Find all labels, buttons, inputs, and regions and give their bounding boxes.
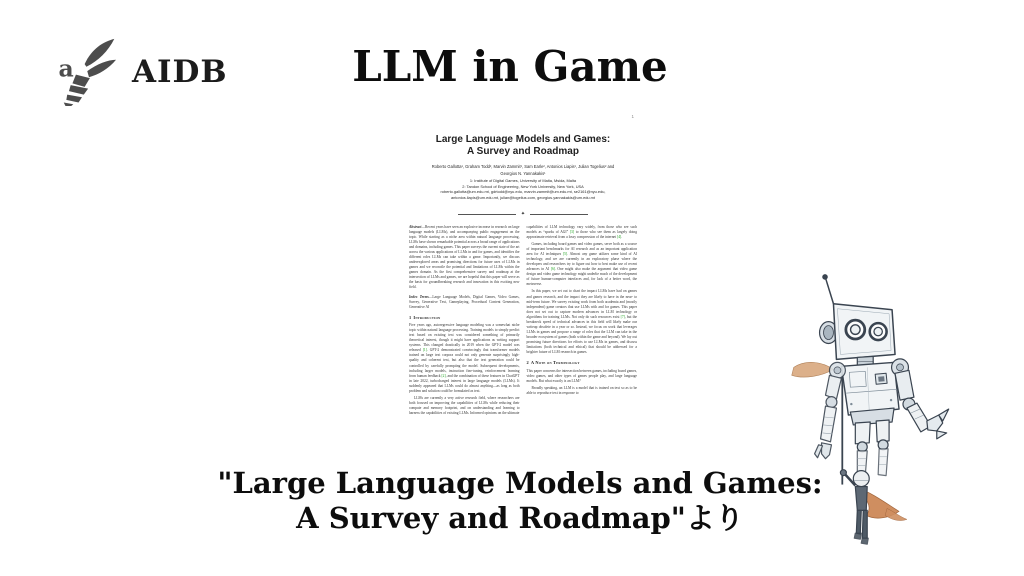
staff-pole xyxy=(841,369,843,484)
divider-line-right xyxy=(530,214,588,215)
logo-text: AIDB xyxy=(132,54,228,90)
paper-authors xyxy=(400,164,646,176)
intro-paragraph-2: LLMs are currently a very active research field, where researchers are both focused on improving the capabilities of LLMs while reducing their compute and memory footprint, and on understanding and learning to harness the capabilities of existing LLMs. Informed opinions on the ultimate xyxy=(409,395,520,415)
paper-title-line2: A Survey and Roadmap xyxy=(467,146,579,158)
caption-line1: "Large Language Models and Games: xyxy=(217,466,823,500)
paper-affiliations xyxy=(400,178,646,201)
caption xyxy=(212,466,828,537)
col2-paragraph-1: capabilities of LLM technology vary widely, from those who see such models as “sparks of AGI” [3] to those who see them as largely doing approximate retrieval from a lossy compression of the internet [4]. xyxy=(526,225,637,240)
svg-text:a: a xyxy=(58,54,74,83)
paper-body xyxy=(400,225,646,418)
divider-diamond-icon: ✦ xyxy=(520,211,526,218)
paper-column-right xyxy=(527,225,638,418)
paper-title-line1: Large Language Models and Games: xyxy=(435,134,611,145)
paper-page-number: 1 xyxy=(631,114,634,119)
slide-title: LLM in Game xyxy=(352,42,668,91)
section-2-heading: 2 A Note on Terminology xyxy=(526,359,580,365)
affiliation-1: 1: Institute of Digital Games, University of Malta, Msida, Malta xyxy=(469,177,577,183)
col2-paragraph-3: In this paper, we set out to chart the impact LLMs have had on games and games research, and the impact they are likely to have in the near- to mid-term future. We survey existing work from both academia and (mostly independent) game creators that use LLMs with and for games. This paper does not set out to capture modern advances in LLM technology or algorithms for training LLMs. Not only do such resources exist [7], but the breakneck speed of technical advances in this field will likely make our writeup obsolete in a year or so. Instead, we focus on work that leverages LLMs in games and propose a range of roles that the LLM can take in the broader ecosystem of games (both within the game and beyond). We lay out promising future directions for efforts to use LLMs in games, and discuss limitations (both technical and ethical) that should be addressed for a brighter future of LLM research in games. xyxy=(526,289,637,354)
authors-line2: Georgios N. Yannakakis¹ xyxy=(500,170,546,176)
section-1-heading: 1 Introduction xyxy=(409,314,441,320)
abstract-label: Abstract xyxy=(409,225,422,230)
paper-column-left xyxy=(409,225,520,418)
affiliation-2: 2: Tandon School of Engineering, New York University, New York, USA xyxy=(462,183,584,189)
abstract-paragraph xyxy=(409,225,520,290)
paper-divider xyxy=(458,212,588,217)
paper-title xyxy=(400,134,646,158)
abstract-text: —Recent years have seen an explosive increase in research on large language models (LLMs), and accompanying public engagement on the topic. While starting as a niche area within natural language processing, LLMs have shown remarkable potential across a broad range of applications and domains, including games. This paper surveys the current state of the art across the various applications of LLMs in and for games, and identifies the different roles LLMs can take within a game. Importantly, we discuss underexplored areas and promising directions for future uses of LLMs in games and we reconcile the potential and limitations of LLMs within the games domain. As the first comprehensive survey and roadmap at the intersection of LLMs and games, we are hopeful that this paper will serve as the basis for groundbreaking research and innovation in this exciting new field. xyxy=(409,225,520,290)
authors-line1: Roberto Gallotta¹, Graham Todd², Marvin Zammit¹, Sam Earle², Antonios Liapis¹, Julian Togelius² and xyxy=(431,164,615,170)
col2-paragraph-2: Games, including board games and video games, serve both as a source of important benchmarks for AI research and as an important application area for AI techniques [5]. Almost any game utilizes some kind of AI technology, and we are currently in an exploratory phase where the developers and researchers try to figure out how to best make use of recent advances in AI [6]. One might also make the argument that video game design and video game technology might underlie much of the development of future human-computer interfaces and, for lack of a better word, the metaverse. xyxy=(526,242,637,287)
emails-line1: roberto.gallotta@um.edu.mt, gdrtodd@nyu.edu, marvin.zammit@um.edu.mt, se2161@nyu.edu, xyxy=(440,189,606,195)
emails-line2: antonios.liapis@um.edu.mt, julian@togelius.com, georgios.yannakakis@um.edu.mt xyxy=(451,195,595,201)
aidb-logo xyxy=(58,38,228,106)
divider-line-left xyxy=(458,214,516,215)
index-terms-text: —Large Language Models, Digital Games, Video Games, Survey, Generative Text, Gameplaying, Procedural Content Generation, Generative AI xyxy=(409,294,520,309)
child-figure xyxy=(840,470,907,545)
intro-paragraph-1: Five years ago, autoregressive language modeling was a somewhat niche topic within natural language processing. Training models to simply predict text based on existing text was considered something of primarily theoretical interest, though it might have applications as writing support systems. This changed drastically in 2019 when the GPT-2 model was released [1]. GPT-2 demonstrated convincingly that transformer models trained on large text corpora could not only generate surprisingly high-quality and coherent text, but also that the text generation could be controlled by carefully prompting the model. Subsequent developments, including larger models, instruction fine-tuning, reinforcement learning from human feedback [2], and the combination of these features in ChatGPT in late 2022, turbocharged interest in large language models (LLMs). It suddenly appeared that LLMs could do almost anything—as long as both problem and solution could be formulated as text. xyxy=(409,323,520,393)
index-terms-label: Index Terms xyxy=(409,294,429,299)
terminology-paragraph-2: Broadly speaking, an LLM is a model that is trained on text so as to be able to reproduce text in response to xyxy=(526,385,637,395)
caption-line2: A Survey and Roadmap"より xyxy=(296,501,744,536)
bee-logo-icon xyxy=(58,38,120,106)
paper-first-page xyxy=(400,106,646,464)
index-terms-paragraph xyxy=(409,295,520,310)
terminology-paragraph-1: This paper concerns the intersection between games, including board games, video games, and other types of games people play, and large language models. But what exactly is an LLM? xyxy=(526,368,637,383)
